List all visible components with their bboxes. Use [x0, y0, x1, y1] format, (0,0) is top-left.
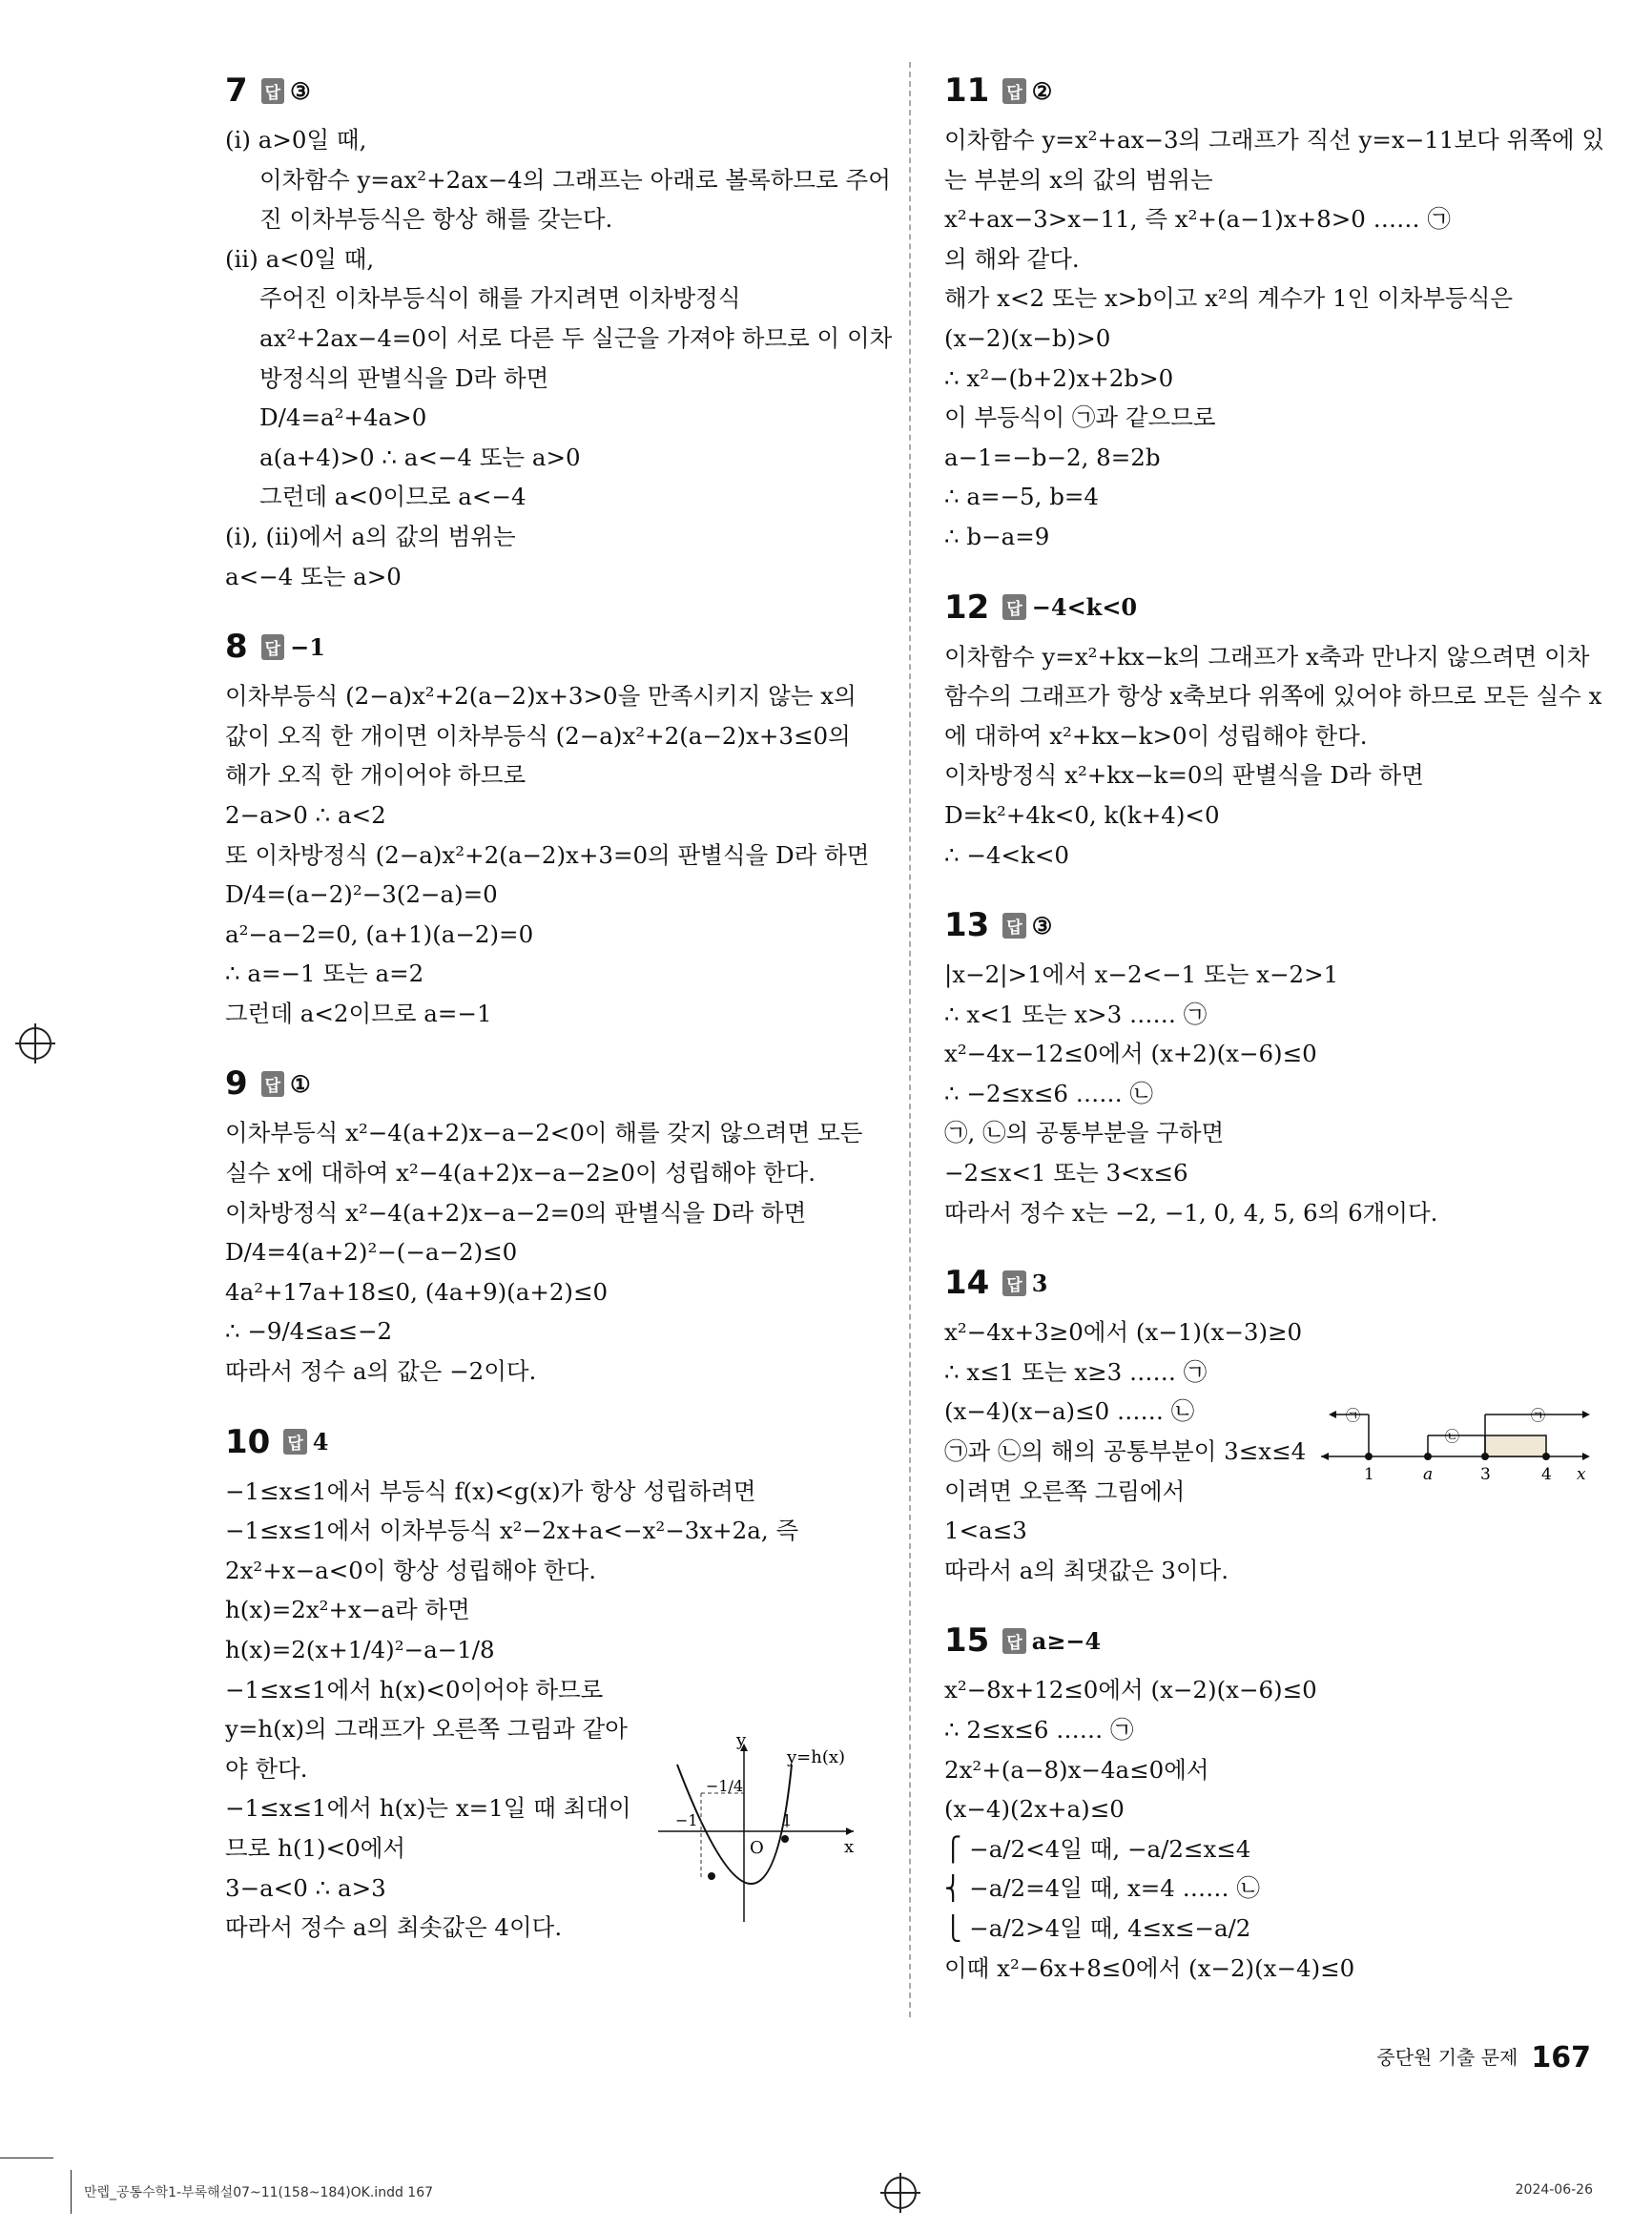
crop-mark [71, 2170, 72, 2214]
solution-line: D/4=(a−2)²−3(2−a)=0 [225, 880, 498, 909]
answer-tag: 답 [1002, 1628, 1025, 1654]
solution-line: ∴ x<1 또는 x>3 …… ㉠ [944, 1000, 1208, 1028]
solution-line: 3−a<0 ∴ a>3 [225, 1873, 386, 1902]
page-number: 167 [1531, 2041, 1591, 2075]
solution-line: −2≤x<1 또는 3<x≤6 [944, 1159, 1188, 1187]
solution-line: −1≤x≤1에서 h(x)<0이어야 하므로 [225, 1675, 604, 1703]
problem-number: 15 [944, 1621, 990, 1661]
solution-line: D=k²+4k<0, k(k+4)<0 [944, 800, 1220, 829]
column-divider [909, 62, 911, 2017]
solution-line: 2x²+(a−8)x−4a≤0에서 [944, 1755, 1209, 1784]
solution-line: 2x²+x−a<0이 항상 성립해야 한다. [225, 1556, 596, 1584]
problem-header [944, 901, 1612, 949]
answer-value: 4 [312, 1428, 329, 1456]
solution-line: (ⅰ) a>0일 때, [225, 126, 367, 154]
solution-line: (x−4)(2x+a)≤0 [944, 1795, 1125, 1824]
solution-line: 는 부분의 x의 값의 범위는 [944, 165, 1213, 194]
solution-line: x²−4x+3≥0에서 (x−1)(x−3)≥0 [944, 1318, 1303, 1347]
solution-line: h(x)=2x²+x−a라 하면 [225, 1596, 470, 1624]
solution-line: ∴ a=−5, b=4 [944, 483, 1100, 511]
solution-line: 이차부등식 (2−a)x²+2(a−2)x+3>0을 만족시키지 않는 x의 [225, 682, 857, 711]
problem-number: 9 [225, 1064, 248, 1104]
solution-line: 2−a>0 ∴ a<2 [225, 800, 386, 829]
solution-line: 그런데 a<0이므로 a<−4 [259, 483, 527, 511]
problem-header [944, 1617, 1612, 1664]
solution-line: 므로 h(1)<0에서 [225, 1833, 406, 1862]
solution-line: 1<a≤3 [944, 1517, 1027, 1545]
graph10-curve-label: y=h(x) [787, 1747, 846, 1767]
graph10-x-label: x [844, 1837, 855, 1857]
answer-tag: 답 [1002, 913, 1025, 939]
solution-line: 이차방정식 x²−4(a+2)x−a−2=0의 판별식을 D라 하면 [225, 1198, 807, 1227]
graph10-neg-one: −1 [675, 1811, 698, 1829]
solution-line: 야 한다. [225, 1754, 308, 1783]
solution-line: 이차함수 y=ax²+2ax−4의 그래프는 아래로 볼록하므로 주어 [259, 165, 891, 194]
solution-line: |x−2|>1에서 x−2<−1 또는 x−2>1 [944, 960, 1339, 989]
solution-line: ∴ b−a=9 [944, 522, 1050, 550]
answer-value: ② [1031, 76, 1053, 105]
answer-tag: 답 [261, 634, 284, 660]
problem-number: 14 [944, 1264, 990, 1303]
answer-tag: 답 [1002, 78, 1025, 104]
solution-line: ⎨ −a/2=4일 때, x=4 …… ㉡ [944, 1874, 1260, 1903]
solution-line: x²−8x+12≤0에서 (x−2)(x−6)≤0 [944, 1676, 1317, 1704]
solution-line: ∴ −9/4≤a≤−2 [225, 1317, 393, 1346]
solution-line: ㉠, ㉡의 공통부분을 구하면 [944, 1119, 1225, 1147]
solution-line: (ⅱ) a<0일 때, [225, 244, 375, 273]
nl-tick-1: 1 [1364, 1465, 1374, 1483]
graph10-neg-quarter: −1/4 [706, 1777, 744, 1795]
solution-line: ∴ x≤1 또는 x≥3 …… ㉠ [944, 1357, 1208, 1386]
answer-value: ① [290, 1069, 311, 1098]
graph10-one: 1 [782, 1811, 793, 1829]
solution-line: h(x)=2(x+1/4)²−a−1/8 [225, 1636, 495, 1663]
problem-8 [225, 623, 893, 1033]
solution-line: D/4=4(a+2)²−(−a−2)≤0 [225, 1238, 518, 1267]
solution-line: a<−4 또는 a>0 [225, 562, 402, 590]
page-footer [1376, 2041, 1591, 2075]
solution-line: 4a²+17a+18≤0, (4a+9)(a+2)≤0 [225, 1277, 609, 1306]
problem-number: 10 [225, 1422, 271, 1461]
solution-line: ∴ a=−1 또는 a=2 [225, 960, 424, 988]
problem-header [225, 623, 893, 671]
problem-9 [225, 1060, 893, 1391]
solution-line: 따라서 정수 a의 최솟값은 4이다. [225, 1913, 563, 1942]
solution-line: −1≤x≤1에서 부등식 f(x)<g(x)가 항상 성립하려면 [225, 1476, 756, 1505]
solution-line: 해가 오직 한 개이어야 하므로 [225, 761, 527, 790]
answer-tag: 답 [283, 1429, 306, 1455]
left-column [225, 67, 893, 1974]
problem-15 [944, 1617, 1612, 1988]
problem-11 [944, 67, 1612, 557]
graph10-origin: O [750, 1838, 764, 1858]
solution-line: 방정식의 판별식을 D라 하면 [259, 363, 549, 392]
solution-line: −1≤x≤1에서 이차부등식 x²−2x+a<−x²−3x+2a, 즉 [225, 1517, 799, 1545]
solution-line: 또 이차방정식 (2−a)x²+2(a−2)x+3=0의 판별식을 D라 하면 [225, 840, 870, 869]
problem-header [944, 584, 1612, 631]
solution-line: 이차방정식 x²+kx−k=0의 판별식을 D라 하면 [944, 761, 1424, 790]
problem-header [225, 1418, 893, 1466]
solution-line: ∴ −2≤x≤6 …… ㉡ [944, 1079, 1154, 1107]
nl-tick-a: a [1423, 1465, 1434, 1483]
solution-line: (ⅰ), (ⅱ)에서 a의 값의 범위는 [225, 522, 516, 550]
nl-circ2: ㉡ [1445, 1428, 1460, 1445]
answer-value: −1 [290, 632, 325, 661]
solution-line: a²−a−2=0, (a+1)(a−2)=0 [225, 919, 534, 948]
solution-line: (x−4)(x−a)≤0 …… ㉡ [944, 1397, 1195, 1426]
solution-line: ⎩ −a/2>4일 때, 4≤x≤−a/2 [944, 1913, 1251, 1942]
solution-line: ㉠과 ㉡의 해의 공통부분이 3≤x≤4 [944, 1437, 1307, 1466]
answer-value: −4<k<0 [1031, 593, 1138, 622]
problem-number: 12 [944, 588, 990, 627]
solution-line: 그런데 a<2이므로 a=−1 [225, 999, 492, 1027]
answer-value: a≥−4 [1031, 1626, 1102, 1655]
graph-problem-10 [649, 1726, 906, 1927]
nl-tick-4: 4 [1541, 1465, 1552, 1483]
solution-line: y=h(x)의 그래프가 오른쪽 그림과 같아 [225, 1715, 628, 1744]
problem-number: 13 [944, 906, 990, 945]
solution-line: 주어진 이차부등식이 해를 가지려면 이차방정식 [259, 284, 741, 313]
nl-circ1: ㉠ [1346, 1407, 1361, 1424]
problem-header [225, 1060, 893, 1107]
problem-12 [944, 584, 1612, 876]
solution-line: a(a+4)>0 ∴ a<−4 또는 a>0 [259, 443, 581, 471]
solution-line: x²+ax−3>x−11, 즉 x²+(a−1)x+8>0 …… ㉠ [944, 205, 1451, 234]
solution-line: ∴ −4<k<0 [944, 840, 1069, 869]
answer-value: 3 [1031, 1269, 1048, 1297]
problem-header [944, 67, 1612, 114]
answer-tag: 답 [261, 78, 284, 104]
answer-tag: 답 [1002, 1270, 1025, 1296]
solution-line: 해가 x<2 또는 x>b이고 x²의 계수가 1인 이차부등식은 [944, 284, 1514, 313]
solution-line: 값이 오직 한 개이면 이차부등식 (2−a)x²+2(a−2)x+3≤0의 [225, 721, 851, 750]
answer-tag: 답 [261, 1071, 284, 1097]
solution-line: 함수의 그래프가 항상 x축보다 위쪽에 있어야 하므로 모든 실수 x [944, 682, 1602, 711]
solution-line: 이차함수 y=x²+kx−k의 그래프가 x축과 만나지 않으려면 이차 [944, 642, 1590, 671]
nl-circ3: ㉠ [1531, 1407, 1546, 1424]
solution-line: ∴ 2≤x≤6 …… ㉠ [944, 1716, 1134, 1744]
solution-line: ⎧ −a/2<4일 때, −a/2≤x≤4 [944, 1834, 1251, 1863]
solution-line: 따라서 a의 최댓값은 3이다. [944, 1556, 1229, 1584]
answer-value: ③ [290, 76, 311, 105]
answer-tag: 답 [1002, 594, 1025, 620]
solution-line: −1≤x≤1에서 h(x)는 x=1일 때 최대이 [225, 1794, 631, 1823]
problem-7 [225, 67, 893, 596]
problem-number: 8 [225, 628, 248, 667]
problem-header [225, 67, 893, 114]
solution-line: 이때 x²−6x+8≤0에서 (x−2)(x−4)≤0 [944, 1953, 1355, 1982]
problem-number: 7 [225, 72, 248, 110]
problem-header [944, 1259, 1612, 1307]
solution-line: (x−2)(x−b)>0 [944, 323, 1111, 352]
right-column [944, 67, 1612, 2014]
nl-tick-x: x [1577, 1465, 1586, 1483]
solution-line: 이려면 오른쪽 그림에서 [944, 1476, 1186, 1505]
registration-mark [884, 2177, 917, 2209]
problem-number: 11 [944, 72, 990, 110]
answer-value: ③ [1031, 911, 1053, 939]
solution-line: 따라서 정수 a의 값은 −2이다. [225, 1357, 537, 1386]
solution-line: 에 대하여 x²+kx−k>0이 성립해야 한다. [944, 721, 1368, 750]
registration-mark [19, 1027, 52, 1060]
solution-line: 따라서 정수 x는 −2, −1, 0, 4, 5, 6의 6개이다. [944, 1198, 1438, 1227]
solution-line: ∴ x²−(b+2)x+2b>0 [944, 363, 1174, 392]
solution-line: 실수 x에 대하여 x²−4(a+2)x−a−2≥0이 성립해야 한다. [225, 1159, 816, 1187]
solution-line: 이 부등식이 ㉠과 같으므로 [944, 403, 1216, 432]
footer-section-title: 중단원 기출 문제 [1376, 2046, 1518, 2069]
solution-line: 이차부등식 x²−4(a+2)x−a−2<0이 해를 갖지 않으려면 모든 [225, 1119, 863, 1147]
nl-tick-3: 3 [1480, 1465, 1491, 1483]
solution-line: 진 이차부등식은 항상 해를 갖는다. [259, 205, 613, 234]
solution-line: 의 해와 같다. [944, 244, 1080, 273]
print-file-info: 만렙_공통수학1-부록해설07~11(158~184)OK.indd 167 [84, 2185, 434, 2200]
solution-line: a−1=−b−2, 8=2b [944, 443, 1161, 471]
solution-line: 이차함수 y=x²+ax−3의 그래프가 직선 y=x−11보다 위쪽에 있 [944, 126, 1605, 154]
numberline-problem-14 [1321, 1397, 1598, 1483]
solution-line: x²−4x−12≤0에서 (x+2)(x−6)≤0 [944, 1040, 1317, 1068]
problem-13 [944, 901, 1612, 1232]
solution-line: D/4=a²+4a>0 [259, 403, 427, 432]
graph10-y-label: y [736, 1730, 747, 1750]
solution-line: ax²+2ax−4=0이 서로 다른 두 실근을 가져야 하므로 이 이차 [259, 323, 893, 352]
print-date: 2024-06-26 [1515, 2182, 1593, 2198]
